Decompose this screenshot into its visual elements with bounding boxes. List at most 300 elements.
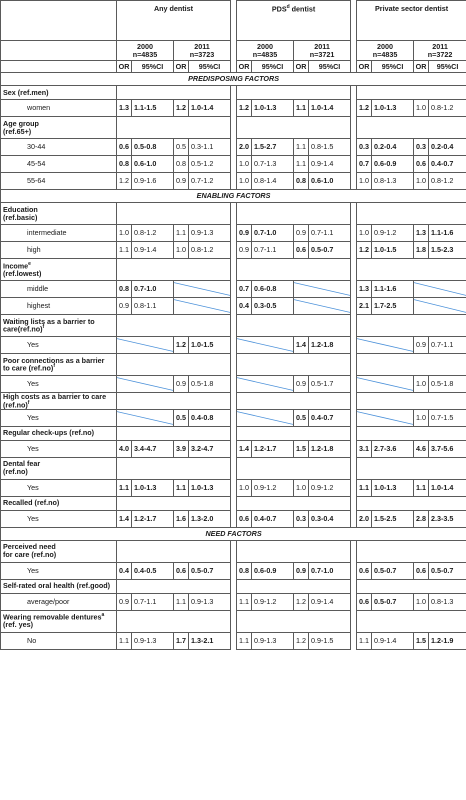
group-header-suffix: dentist <box>289 4 316 14</box>
odds-ratio: 1.0 <box>414 376 429 393</box>
factor-label-text: Age group <box>3 118 39 128</box>
label-row-blank <box>237 610 351 632</box>
diagonal-slash <box>237 376 293 392</box>
label-row-blank <box>237 393 351 410</box>
year-header <box>414 41 466 61</box>
header-spacer <box>1 61 117 73</box>
label-row-blank <box>357 117 466 139</box>
not-applicable-cell <box>237 376 294 393</box>
factor-label <box>1 457 117 479</box>
factor-reference: to care (ref.no) <box>3 363 54 373</box>
diagonal-slash <box>357 337 413 353</box>
not-applicable-cell <box>357 409 414 426</box>
odds-ratio: 1.1 <box>294 156 309 173</box>
factor-label <box>1 203 117 225</box>
category-label: No <box>1 632 117 649</box>
label-row-blank <box>357 354 466 376</box>
diagonal-slash <box>414 281 466 297</box>
odds-ratio: 0.9 <box>294 376 309 393</box>
year-label: 2011 <box>432 41 448 51</box>
label-row-blank <box>357 315 466 337</box>
confidence-interval: 0.8-1.3 <box>372 173 414 190</box>
factor-label <box>1 579 117 593</box>
factor-label-text: Dental fear <box>3 459 41 469</box>
confidence-interval: 0.9-1.2 <box>309 479 351 496</box>
odds-ratio: 1.2 <box>294 593 309 610</box>
sample-size: n=4835 <box>252 49 278 59</box>
not-applicable-cell <box>117 409 174 426</box>
label-row-blank <box>117 354 231 376</box>
odds-ratio: 2.0 <box>237 139 252 156</box>
confidence-interval: 0.5-0.8 <box>132 139 174 156</box>
label-row-blank <box>117 579 231 593</box>
group-header-label: Private sector dentist <box>375 4 449 13</box>
factor-reference: (ref.no) <box>3 467 28 477</box>
category-label: middle <box>1 281 117 298</box>
confidence-interval: 1.5-2.5 <box>372 510 414 527</box>
ci-header: 95%CI <box>309 61 351 73</box>
label-row-blank <box>237 426 351 440</box>
odds-ratio: 1.0 <box>294 479 309 496</box>
odds-ratio: 4.6 <box>414 440 429 457</box>
label-row-blank <box>117 203 231 225</box>
factor-reference: (ref.lowest) <box>3 268 42 278</box>
odds-ratio: 1.5 <box>294 440 309 457</box>
confidence-interval: 1.1-1.6 <box>429 225 466 242</box>
corner-cell <box>1 1 117 41</box>
factor-label <box>1 393 117 410</box>
odds-ratio: 1.2 <box>237 100 252 117</box>
confidence-interval: 0.9-1.4 <box>309 593 351 610</box>
not-applicable-cell <box>117 337 174 354</box>
confidence-interval: 2.3-3.5 <box>429 510 466 527</box>
odds-ratio: 1.3 <box>357 281 372 298</box>
confidence-interval: 0.5-1.8 <box>189 376 231 393</box>
factor-label-text: Poor connections as a barrier <box>3 355 105 365</box>
label-row-blank <box>117 610 231 632</box>
odds-ratio: 1.1 <box>294 139 309 156</box>
diagonal-slash <box>294 281 350 297</box>
confidence-interval: 0.7-1.1 <box>252 242 294 259</box>
diagonal-slash <box>117 376 173 392</box>
confidence-interval: 1.3-2.1 <box>189 632 231 649</box>
label-row-blank <box>117 117 231 139</box>
diagonal-slash <box>294 298 350 314</box>
odds-ratio: 0.9 <box>174 173 189 190</box>
confidence-interval: 0.5-0.7 <box>372 593 414 610</box>
factor-label-text: Sex (ref.men) <box>3 87 49 97</box>
confidence-interval: 1.0-1.3 <box>372 479 414 496</box>
not-applicable-cell <box>174 281 231 298</box>
confidence-interval: 1.3-2.0 <box>189 510 231 527</box>
or-header: OR <box>174 61 189 73</box>
odds-ratio: 1.1 <box>117 242 132 259</box>
odds-ratio: 0.4 <box>237 298 252 315</box>
confidence-interval: 0.9-1.4 <box>372 632 414 649</box>
confidence-interval: 0.9-1.3 <box>189 225 231 242</box>
factor-label <box>1 259 117 281</box>
odds-ratio: 1.1 <box>357 479 372 496</box>
label-row-blank <box>357 259 466 281</box>
label-row-blank <box>237 315 351 337</box>
or-header: OR <box>237 61 252 73</box>
section-heading: ENABLING FACTORS <box>1 190 466 203</box>
odds-ratio: 1.1 <box>294 100 309 117</box>
not-applicable-cell <box>414 281 466 298</box>
odds-ratio: 1.6 <box>174 510 189 527</box>
confidence-interval: 0.9-1.3 <box>132 632 174 649</box>
odds-ratio: 0.8 <box>237 562 252 579</box>
confidence-interval: 3.7-5.6 <box>429 440 466 457</box>
confidence-interval: 1.2-1.9 <box>429 632 466 649</box>
group-header <box>357 1 466 41</box>
confidence-interval: 1.0-1.5 <box>189 337 231 354</box>
odds-ratio: 0.8 <box>294 173 309 190</box>
category-label: 55-64 <box>1 173 117 190</box>
confidence-interval: 0.6-1.0 <box>132 156 174 173</box>
confidence-interval: 0.4-0.7 <box>429 156 466 173</box>
label-row-blank <box>117 457 231 479</box>
odds-ratio: 1.2 <box>357 242 372 259</box>
label-row-blank <box>237 259 351 281</box>
confidence-interval: 0.9-1.2 <box>252 593 294 610</box>
confidence-interval: 0.5-0.7 <box>309 242 351 259</box>
confidence-interval: 3.4-4.7 <box>132 440 174 457</box>
section-heading: NEED FACTORS <box>1 527 466 540</box>
confidence-interval: 0.3-1.1 <box>189 139 231 156</box>
confidence-interval: 0.8-1.4 <box>252 173 294 190</box>
factor-label-text: High costs as a barrier to care (ref.no) <box>3 392 107 409</box>
odds-ratio: 1.4 <box>237 440 252 457</box>
header-spacer <box>1 41 117 61</box>
or-header: OR <box>294 61 309 73</box>
odds-ratio: 0.6 <box>357 562 372 579</box>
factor-reference: care(ref.no) <box>3 324 43 334</box>
factor-label-text: Regular check-ups (ref.no) <box>3 428 95 438</box>
confidence-interval: 0.5-0.7 <box>372 562 414 579</box>
category-label: 45-54 <box>1 156 117 173</box>
odds-ratio: 0.7 <box>357 156 372 173</box>
odds-ratio: 2.8 <box>414 510 429 527</box>
odds-ratio: 0.8 <box>174 156 189 173</box>
odds-ratio: 0.9 <box>294 225 309 242</box>
odds-ratio: 1.4 <box>117 510 132 527</box>
confidence-interval: 3.2-4.7 <box>189 440 231 457</box>
factor-label <box>1 86 117 100</box>
confidence-interval: 0.6-0.8 <box>252 281 294 298</box>
odds-ratio: 0.9 <box>237 225 252 242</box>
factor-reference: for care (ref.no) <box>3 550 57 560</box>
confidence-interval: 1.2-1.7 <box>132 510 174 527</box>
odds-ratio: 0.6 <box>357 593 372 610</box>
confidence-interval: 0.7-1.0 <box>252 225 294 242</box>
category-label: Yes <box>1 510 117 527</box>
label-row-blank <box>357 610 466 632</box>
odds-ratio: 0.5 <box>174 409 189 426</box>
confidence-interval: 1.5-2.3 <box>429 242 466 259</box>
odds-ratio: 2.1 <box>357 298 372 315</box>
odds-ratio: 0.9 <box>294 562 309 579</box>
odds-ratio: 0.6 <box>414 156 429 173</box>
confidence-interval: 1.0-1.4 <box>429 479 466 496</box>
sample-size: n=3721 <box>309 49 335 59</box>
factor-label-text: Waiting lists as a barrier to <box>3 316 95 326</box>
confidence-interval: 0.9-1.2 <box>252 479 294 496</box>
label-row-blank <box>237 496 351 510</box>
label-row-blank <box>117 259 231 281</box>
label-row-blank <box>357 496 466 510</box>
confidence-interval: 0.9-1.6 <box>132 173 174 190</box>
factor-label <box>1 117 117 139</box>
label-row-blank <box>117 426 231 440</box>
confidence-interval: 0.9-1.2 <box>372 225 414 242</box>
confidence-interval: 0.5-1.2 <box>189 156 231 173</box>
not-applicable-cell <box>294 281 351 298</box>
odds-ratio: 1.1 <box>174 479 189 496</box>
label-row-blank <box>237 457 351 479</box>
ci-header: 95%CI <box>132 61 174 73</box>
odds-ratio: 1.3 <box>414 225 429 242</box>
odds-ratio: 3.9 <box>174 440 189 457</box>
category-label: Yes <box>1 440 117 457</box>
confidence-interval: 0.6-1.0 <box>309 173 351 190</box>
odds-ratio: 0.6 <box>174 562 189 579</box>
odds-ratio: 1.0 <box>414 593 429 610</box>
confidence-interval: 1.5-2.7 <box>252 139 294 156</box>
odds-ratio: 1.8 <box>414 242 429 259</box>
year-label: 2011 <box>314 41 330 51</box>
category-label: highest <box>1 298 117 315</box>
label-row-blank <box>237 540 351 562</box>
group-header-label: Any dentist <box>153 4 194 13</box>
confidence-interval: 0.7-1.0 <box>132 281 174 298</box>
diagonal-slash <box>237 410 293 426</box>
odds-ratio: 1.1 <box>237 632 252 649</box>
ci-header: 95%CI <box>189 61 231 73</box>
odds-ratio: 0.3 <box>294 510 309 527</box>
odds-ratio: 1.2 <box>174 337 189 354</box>
label-row-blank <box>357 393 466 410</box>
odds-ratio: 1.0 <box>237 479 252 496</box>
year-header <box>357 41 414 61</box>
year-header <box>237 41 294 61</box>
footnote-marker: a <box>101 612 105 619</box>
factor-label-text: Education <box>3 204 38 214</box>
factor-reference: (ref.basic) <box>3 212 38 222</box>
confidence-interval: 0.8-1.3 <box>429 593 466 610</box>
odds-ratio: 0.9 <box>174 376 189 393</box>
not-applicable-cell <box>294 298 351 315</box>
category-label: average/poor <box>1 593 117 610</box>
label-row-blank <box>357 540 466 562</box>
odds-ratio: 0.9 <box>237 242 252 259</box>
label-row-blank <box>237 203 351 225</box>
category-label: women <box>1 100 117 117</box>
factor-label-text: Recalled (ref.no) <box>3 498 60 508</box>
odds-ratio: 0.8 <box>117 156 132 173</box>
label-row-blank <box>237 354 351 376</box>
odds-ratio: 1.1 <box>414 479 429 496</box>
odds-ratio: 1.0 <box>237 156 252 173</box>
label-row-blank <box>117 540 231 562</box>
label-row-blank <box>237 86 351 100</box>
odds-ratio: 1.3 <box>117 100 132 117</box>
category-label: 30-44 <box>1 139 117 156</box>
odds-ratio: 3.1 <box>357 440 372 457</box>
odds-ratio: 1.0 <box>414 409 429 426</box>
confidence-interval: 0.8-1.2 <box>132 225 174 242</box>
confidence-interval: 0.5-1.7 <box>309 376 351 393</box>
label-row-blank <box>117 393 231 410</box>
not-applicable-cell <box>357 337 414 354</box>
label-row-blank <box>117 315 231 337</box>
confidence-interval: 1.2-1.8 <box>309 337 351 354</box>
diagonal-slash <box>174 281 230 297</box>
confidence-interval: 0.6-0.9 <box>372 156 414 173</box>
odds-ratio: 1.0 <box>357 173 372 190</box>
confidence-interval: 0.9-1.4 <box>132 242 174 259</box>
odds-ratio: 1.7 <box>174 632 189 649</box>
odds-ratio: 0.9 <box>117 298 132 315</box>
factor-label <box>1 610 117 632</box>
not-applicable-cell <box>237 409 294 426</box>
confidence-interval: 1.0-1.3 <box>132 479 174 496</box>
category-label: intermediate <box>1 225 117 242</box>
footnote-marker: e <box>28 260 31 267</box>
odds-ratio: 1.1 <box>237 593 252 610</box>
odds-ratio: 0.6 <box>414 562 429 579</box>
not-applicable-cell <box>117 376 174 393</box>
confidence-interval: 1.2-1.8 <box>309 440 351 457</box>
label-row-blank <box>357 86 466 100</box>
odds-ratio: 1.2 <box>357 100 372 117</box>
odds-ratio: 0.6 <box>117 139 132 156</box>
confidence-interval: 0.7-1.1 <box>429 337 466 354</box>
odds-ratio: 1.1 <box>357 632 372 649</box>
confidence-interval: 0.4-0.5 <box>132 562 174 579</box>
confidence-interval: 0.8-1.2 <box>429 100 466 117</box>
label-row-blank <box>357 203 466 225</box>
confidence-interval: 0.7-1.0 <box>309 562 351 579</box>
not-applicable-cell <box>174 298 231 315</box>
not-applicable-cell <box>237 337 294 354</box>
factor-label <box>1 426 117 440</box>
year-header <box>174 41 231 61</box>
confidence-interval: 0.4-0.7 <box>252 510 294 527</box>
section-heading: PREDISPOSING FACTORS <box>1 73 466 86</box>
odds-ratio: 1.4 <box>294 337 309 354</box>
odds-ratio: 0.6 <box>237 510 252 527</box>
label-row-blank <box>357 457 466 479</box>
footnote-marker: f <box>53 363 55 370</box>
confidence-interval: 0.6-0.9 <box>252 562 294 579</box>
confidence-interval: 0.8-1.1 <box>132 298 174 315</box>
factor-label <box>1 315 117 337</box>
confidence-interval: 0.9-1.4 <box>309 156 351 173</box>
factor-reference: (ref.65+) <box>3 126 32 136</box>
odds-ratio: 1.1 <box>174 593 189 610</box>
confidence-interval: 0.7-1.1 <box>309 225 351 242</box>
confidence-interval: 0.8-1.2 <box>189 242 231 259</box>
label-row-blank <box>237 117 351 139</box>
factor-label-text: Income <box>3 261 29 271</box>
year-header <box>117 41 174 61</box>
odds-ratio: 0.3 <box>357 139 372 156</box>
or-header: OR <box>414 61 429 73</box>
confidence-interval: 1.7-2.5 <box>372 298 414 315</box>
sample-size: n=3722 <box>427 49 453 59</box>
category-label: Yes <box>1 479 117 496</box>
diagonal-slash <box>174 298 230 314</box>
category-label: Yes <box>1 409 117 426</box>
not-applicable-cell <box>357 376 414 393</box>
odds-ratio: 4.0 <box>117 440 132 457</box>
confidence-interval: 1.0-1.3 <box>372 100 414 117</box>
not-applicable-cell <box>414 298 466 315</box>
odds-ratio: 0.7 <box>237 281 252 298</box>
factor-label-text: Wearing removable dentures <box>3 612 102 622</box>
odds-ratio: 1.2 <box>294 632 309 649</box>
label-row-blank <box>117 496 231 510</box>
sample-size: n=4835 <box>372 49 398 59</box>
odds-ratio: 2.0 <box>357 510 372 527</box>
odds-ratio: 0.4 <box>117 562 132 579</box>
odds-ratio: 1.2 <box>117 173 132 190</box>
label-row-blank <box>357 426 466 440</box>
diagonal-slash <box>117 337 173 353</box>
footnote-marker: d <box>286 4 290 10</box>
sample-size: n=4835 <box>132 49 158 59</box>
confidence-interval: 0.8-1.2 <box>429 173 466 190</box>
odds-ratio: 1.0 <box>174 242 189 259</box>
factor-reference: (ref. yes) <box>3 620 33 630</box>
odds-ratio: 1.0 <box>414 173 429 190</box>
confidence-interval: 2.7-3.6 <box>372 440 414 457</box>
odds-ratio: 0.8 <box>117 281 132 298</box>
confidence-interval: 0.3-0.4 <box>309 510 351 527</box>
odds-ratio: 1.0 <box>117 225 132 242</box>
label-row-blank <box>237 579 351 593</box>
confidence-interval: 1.0-1.4 <box>189 100 231 117</box>
factor-label-text: Self-rated oral health (ref.good) <box>3 581 111 591</box>
footnote-marker: f <box>42 324 45 331</box>
confidence-interval: 0.9-1.5 <box>309 632 351 649</box>
confidence-interval: 1.0-1.3 <box>252 100 294 117</box>
confidence-interval: 0.5-1.8 <box>429 376 466 393</box>
confidence-interval: 0.8-1.5 <box>309 139 351 156</box>
sample-size: n=3723 <box>189 49 215 59</box>
confidence-interval: 0.4-0.7 <box>309 409 351 426</box>
odds-ratio: 0.5 <box>294 409 309 426</box>
category-label: Yes <box>1 376 117 393</box>
confidence-interval: 0.9-1.3 <box>189 593 231 610</box>
label-row-blank <box>117 86 231 100</box>
diagonal-slash <box>357 376 413 392</box>
factor-label <box>1 540 117 562</box>
year-label: 2000 <box>377 41 394 51</box>
odds-ratio: 0.9 <box>414 337 429 354</box>
odds-ratio: 1.2 <box>174 100 189 117</box>
odds-ratio: 1.0 <box>237 173 252 190</box>
odds-ratio: 1.1 <box>117 632 132 649</box>
category-label: Yes <box>1 562 117 579</box>
confidence-interval: 1.0-1.4 <box>309 100 351 117</box>
diagonal-slash <box>357 410 413 426</box>
odds-ratio: 1.0 <box>357 225 372 242</box>
odds-ratio: 0.5 <box>174 139 189 156</box>
confidence-interval: 1.2-1.7 <box>252 440 294 457</box>
confidence-interval: 1.1-1.6 <box>372 281 414 298</box>
